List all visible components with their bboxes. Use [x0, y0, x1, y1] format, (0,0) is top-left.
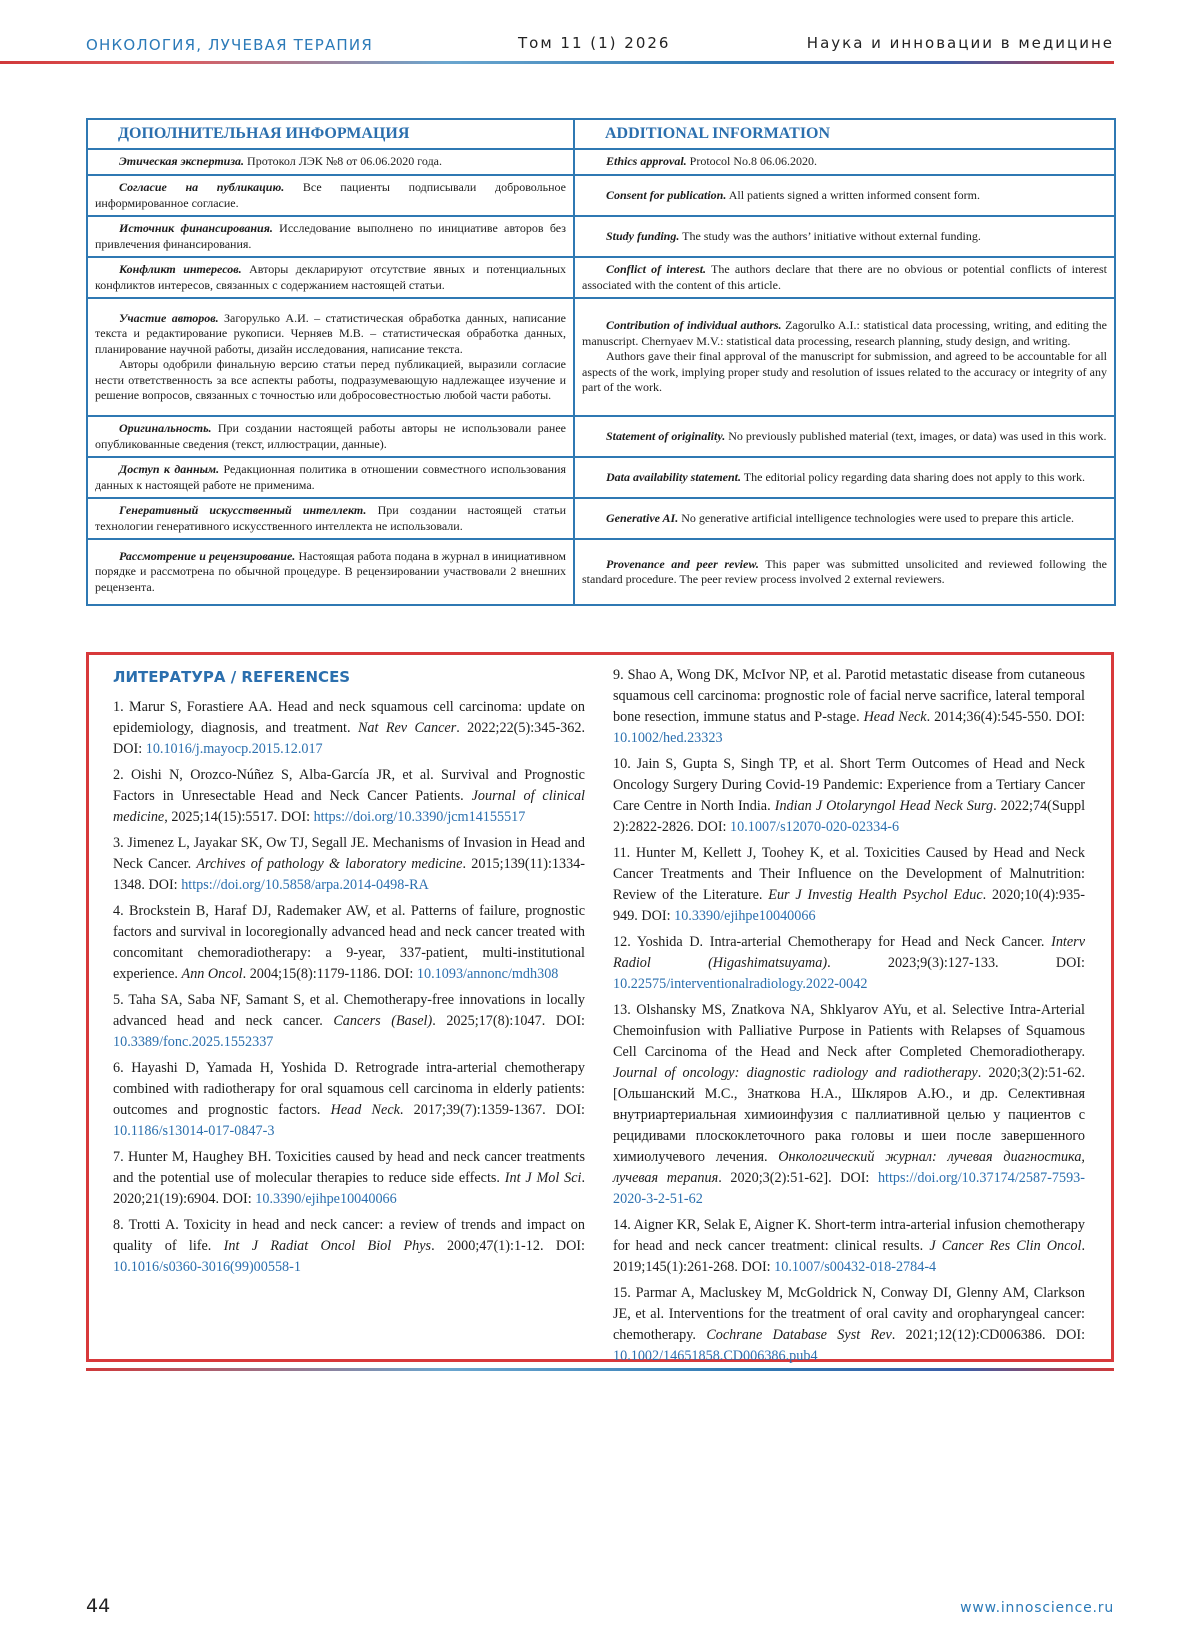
- reference-details: . 2022;22(5):345-362. DOI:: [113, 720, 586, 757]
- ru-label: Конфликт интересов.: [119, 262, 242, 276]
- reference-doi-link[interactable]: 10.3390/ejihpe10040066: [255, 1191, 397, 1207]
- en-text: The authors declare that there are no obvious or potential conflicts of interest associated with the content of this article.: [582, 262, 1107, 292]
- ru-text: Исследование выполнено по инициативе авторов без привлечения финансирования.: [95, 221, 566, 251]
- reference-journal-ru: Онкологический журнал: лучевая диагностика, лучевая терапия: [613, 1149, 1085, 1186]
- reference-item: [113, 901, 585, 985]
- reference-details: . 2023;9(3):127-133. DOI:: [827, 955, 1085, 971]
- reference-authors-title: 7. Hunter M, Haughey BH. Toxicities caused by head and neck cancer treatments and the potential use of molecular therapies to reduce side effects.: [113, 1149, 585, 1186]
- reference-doi-link[interactable]: 10.1186/s13014-017-0847-3: [113, 1123, 275, 1139]
- reference-doi-link[interactable]: https://doi.org/10.37174/2587-7593-2020-3-2-51-62: [613, 1170, 1085, 1207]
- reference-journal: Cochrane Database Syst Rev: [706, 1327, 892, 1343]
- reference-item: [113, 1215, 585, 1278]
- reference-item: [113, 1058, 585, 1142]
- en-text: No previously published material (text, images, or data) was used in this work.: [725, 428, 1107, 443]
- ru-label: Участие авторов.: [119, 310, 219, 325]
- reference-details: . 2020;21(19):6904. DOI:: [113, 1170, 585, 1207]
- reference-item: [613, 1283, 1085, 1367]
- reference-authors-title: 1. Marur S, Forastiere AA. Head and neck squamous cell carcinoma: update on epidemiology, diagnosis, and treatment.: [113, 699, 585, 736]
- reference-doi-link[interactable]: https://doi.org/10.5858/arpa.2014-0498-RA: [181, 877, 429, 893]
- en-cell: [574, 149, 1115, 175]
- reference-item: [613, 932, 1085, 995]
- section-title: ОНКОЛОГИЯ, ЛУЧЕВАЯ ТЕРАПИЯ: [86, 36, 373, 54]
- reference-authors-title: 14. Aigner KR, Selak E, Aigner K. Short-term intra-arterial infusion chemotherapy for head and neck cancer treatment: clinical results.: [613, 1217, 1085, 1254]
- ru-cell: [87, 149, 574, 175]
- ru-label: Доступ к данным.: [119, 462, 220, 476]
- en-cell: [574, 216, 1115, 257]
- reference-item: [613, 665, 1085, 749]
- en-text: The editorial policy regarding data sharing does not apply to this work.: [741, 469, 1086, 484]
- reference-authors-title: 9. Shao A, Wong DK, McIvor NP, et al. Parotid metastatic disease from cutaneous squamous cell carcinoma: prognostic role of facial nerve sacrifice, lateral temporal bone resection, immune status and P-stage.: [613, 667, 1085, 725]
- ru-text: Редакционная политика в отношении совместного использования данных к настоящей работе не применима.: [95, 462, 566, 492]
- reference-journal: J Cancer Res Clin Oncol: [929, 1238, 1082, 1254]
- references-title: ЛИТЕРАТУРА / REFERENCES: [113, 668, 351, 686]
- en-label: Consent for publication.: [606, 187, 727, 202]
- ru-text: При создании настоящей работы авторы не использовали ранее опубликованные сведения (текст, иллюстрации, данные).: [95, 421, 566, 451]
- en-text: Zagorulko A.I.: statistical data processing, writing, and editing the manuscript. Chernyaev M.V.: statistical data processing, research planning, study design, and writing.: [582, 318, 1107, 348]
- ru-text: Протокол ЛЭК №8 от 06.06.2020 года.: [244, 154, 442, 169]
- en-cell: [574, 257, 1115, 298]
- reference-authors-title: 15. Parmar A, Macluskey M, McGoldrick N, Conway DI, Glenny AM, Clarkson JE, et al. Interventions for the treatment of oral cavity and oropharyngeal cancer: chemotherapy.: [613, 1285, 1085, 1343]
- reference-item: [613, 1215, 1085, 1278]
- reference-item: [113, 1147, 585, 1210]
- header-divider: [0, 61, 1114, 64]
- references-column-left: [113, 667, 585, 1283]
- ru-label: Этическая экспертиза.: [119, 154, 245, 169]
- ru-label: Согласие на публикацию.: [119, 180, 285, 194]
- reference-journal: Journal of clinical medicine: [113, 788, 585, 825]
- reference-details: . 2000;47(1):1-12. DOI:: [431, 1238, 585, 1254]
- reference-item: [113, 833, 585, 896]
- en-text: Protocol No.8 06.06.2020.: [686, 154, 818, 169]
- info-row-consent: [87, 175, 1115, 216]
- reference-journal: Int J Mol Sci: [504, 1170, 582, 1186]
- ru-cell: [87, 216, 574, 257]
- en-label: Provenance and peer review.: [606, 556, 759, 571]
- reference-authors-title: 13. Olshansky MS, Znatkova NA, Shklyarov AYu, et al. Selective Intra-Arterial Chemoinfusion with Palliative Purpose in Patients with Relapses of Squamous Cell Carcinoma of the Head and Neck after Completed Chemoradiotherapy.: [613, 1002, 1085, 1060]
- en-cell: [574, 457, 1115, 498]
- reference-details: . 2020;3(2):51-62. [Ольшанский М.С., Знаткова Н.А., Шкляров А.Ю., и др. Селективная внутриартериальная химиоинфузия с паллиативной целью у пациентов с рецидивами плоскоклеточного рака головы и шеи после завершенного химиолучевого лечения.: [613, 1065, 1086, 1165]
- en-text: No generative artificial intelligence technologies were used to prepare this article.: [678, 510, 1075, 525]
- reference-item: [113, 765, 585, 828]
- running-header: [86, 30, 1114, 60]
- reference-details: . 2017;39(7):1359-1367. DOI:: [399, 1102, 586, 1118]
- reference-doi-link[interactable]: 10.1093/annonc/mdh308: [416, 966, 559, 982]
- references-box: [86, 652, 1114, 1362]
- en-cell: [574, 175, 1115, 216]
- ru-cell: [87, 175, 574, 216]
- reference-authors-title: 5. Taha SA, Saba NF, Samant S, et al. Chemotherapy-free innovations in locally advanced head and neck cancer.: [113, 992, 585, 1029]
- info-row-generative-ai: [87, 498, 1115, 539]
- ru-cell: [87, 539, 574, 605]
- reference-journal: Nat Rev Cancer: [357, 720, 457, 736]
- reference-doi-link[interactable]: 10.1016/s0360-3016(99)00558-1: [113, 1259, 301, 1275]
- reference-item: [613, 1000, 1085, 1210]
- reference-journal: Interv Radiol (Higashimatsuyama): [613, 934, 1085, 971]
- reference-doi-link[interactable]: 10.3389/fonc.2025.1552337: [113, 1034, 274, 1050]
- en-cell: [574, 539, 1115, 605]
- reference-details: . 2015;139(11):1334-1348. DOI:: [113, 856, 585, 893]
- info-row-peer-review: [87, 539, 1115, 605]
- reference-details: . 2019;145(1):261-268. DOI:: [613, 1238, 1085, 1275]
- reference-item: [113, 697, 585, 760]
- reference-doi-link[interactable]: 10.1007/s00432-018-2784-4: [774, 1259, 937, 1275]
- en-label: Generative AI.: [606, 510, 679, 525]
- reference-details: . 2020;10(4):935-949. DOI:: [613, 887, 1085, 924]
- ru-text: Авторы декларируют отсутствие явных и потенциальных конфликтов интересов, связанных с содержанием настоящей статьи.: [95, 262, 567, 292]
- ru-cell: [87, 457, 574, 498]
- ru-text: При создании настоящей статьи технологии генеративного искусственного интеллекта не использовали.: [95, 503, 566, 533]
- reference-journal: Eur J Investig Health Psychol Educ: [768, 887, 983, 903]
- reference-details: . 2022;74(Suppl 2):2822-2826. DOI:: [613, 798, 1086, 835]
- reference-details: . 2021;12(12):CD006386. DOI:: [891, 1327, 1086, 1343]
- reference-journal: Int J Radiat Oncol Biol Phys: [223, 1238, 432, 1254]
- reference-details: . 2014;36(4):545-550. DOI:: [926, 709, 1085, 725]
- en-text: The study was the authors’ initiative without external funding.: [679, 228, 981, 243]
- ru-label: Генеративный искусственный интеллект.: [119, 503, 367, 517]
- reference-item: [113, 990, 585, 1053]
- ru-label: Оригинальность.: [119, 421, 212, 435]
- reference-journal: Head Neck: [330, 1102, 400, 1118]
- ru-info-heading: ДОПОЛНИТЕЛЬНАЯ ИНФОРМАЦИЯ: [87, 119, 574, 149]
- info-row-ethics: [87, 149, 1115, 175]
- info-row-funding: [87, 216, 1115, 257]
- reference-journal: Ann Oncol: [181, 966, 243, 982]
- ru-label: Рассмотрение и рецензирование.: [119, 548, 296, 563]
- info-row-contribution: [87, 298, 1115, 416]
- reference-details: . 2004;15(8):1179-1186. DOI:: [242, 966, 417, 982]
- reference-doi-link[interactable]: 10.3390/ejihpe10040066: [674, 908, 816, 924]
- reference-details: . 2025;17(8):1047. DOI:: [432, 1013, 585, 1029]
- reference-journal: Indian J Otolaryngol Head Neck Surg: [774, 798, 994, 814]
- reference-journal: Archives of pathology & laboratory medicine: [196, 856, 463, 872]
- reference-doi-link[interactable]: 10.1007/s12070-020-02334-6: [730, 819, 900, 835]
- journal-title: Наука и инновации в медицине: [806, 34, 1114, 52]
- en-label: Statement of originality.: [606, 428, 726, 443]
- ru-label: Источник финансирования.: [119, 221, 273, 235]
- reference-authors-title: 12. Yoshida D. Intra-arterial Chemotherapy for Head and Neck Cancer.: [613, 934, 1052, 950]
- ru-cell: [87, 298, 574, 416]
- reference-authors-title: 6. Hayashi D, Yamada H, Yoshida D. Retrograde intra-arterial chemotherapy combined with radiotherapy for oral squamous cell carcinoma in elderly patients: outcomes and prognostic factors.: [113, 1060, 585, 1118]
- reference-details: , 2025;14(15):5517. DOI:: [164, 809, 314, 825]
- en-info-heading: ADDITIONAL INFORMATION: [574, 119, 1115, 149]
- reference-doi-link[interactable]: 10.1016/j.mayocp.2015.12.017: [145, 741, 323, 757]
- reference-doi-link[interactable]: 10.1002/hed.23323: [613, 730, 723, 746]
- reference-item: [613, 754, 1085, 838]
- journal-url-link[interactable]: www.innoscience.ru: [960, 1600, 1114, 1616]
- ru-text: Настоящая работа подана в журнал в инициативном порядке и рассмотрена по обычной процедуре. В рецензировании участвовали 2 внешних рецензента.: [95, 548, 566, 594]
- ru-text: Все пациенты подписывали добровольное информированное согласие.: [95, 180, 566, 210]
- reference-authors-title: 4. Brockstein B, Haraf DJ, Rademaker AW, et al. Patterns of failure, prognostic factors and survival in locoregionally advanced head and neck cancer treated with concomitant chemoradiotherapy: a 9-year, 337-patient, multi-institutional experience.: [113, 903, 585, 982]
- reference-authors-title: 8. Trotti A. Toxicity in head and neck cancer: a review of trends and impact on quality of life.: [113, 1217, 585, 1254]
- en-label: Ethics approval.: [606, 154, 687, 169]
- info-row-originality: [87, 416, 1115, 457]
- page-number: 44: [86, 1595, 111, 1617]
- additional-info-table: [86, 118, 1116, 606]
- reference-doi-link[interactable]: 10.1002/14651858.CD006386.pub4: [613, 1348, 818, 1364]
- en-label: Study funding.: [606, 228, 680, 243]
- reference-authors-title: 2. Oishi N, Orozco-Núñez S, Alba-García JR, et al. Survival and Prognostic Factors in Unresectable Head and Neck Cancer Patients.: [113, 767, 585, 804]
- ru-cell: [87, 257, 574, 298]
- reference-authors-title: 3. Jimenez L, Jayakar SK, Ow TJ, Segall JE. Mechanisms of Invasion in Head and Neck Cancer.: [113, 835, 585, 872]
- en-label: Conflict of interest.: [606, 262, 707, 276]
- volume-info: Том 11 (1) 2026: [518, 34, 671, 52]
- en-cell: [574, 298, 1115, 416]
- en-cell: [574, 416, 1115, 457]
- reference-doi-link[interactable]: 10.22575/interventionalradiology.2022-0042: [613, 976, 868, 992]
- ru-text-approval: Авторы одобрили финальную версию статьи перед публикацией, выразили согласие нести ответственность за все аспекты работы, подразумевающую надлежащее изучение и решение вопросов, связанных с точностью или добросовестностью любой части работы.: [95, 357, 566, 402]
- en-label: Data availability statement.: [606, 469, 741, 484]
- info-row-conflict: [87, 257, 1115, 298]
- reference-item: [613, 843, 1085, 927]
- reference-authors-title: 11. Hunter M, Kellett J, Toohey K, et al. Toxicities Caused by Head and Neck Cancer Treatments and Their Influence on the Development of Malnutrition: Review of the Literature.: [613, 845, 1085, 903]
- ru-cell: [87, 498, 574, 539]
- reference-doi-link[interactable]: https://doi.org/10.3390/jcm14155517: [313, 809, 526, 825]
- reference-authors-title: 10. Jain S, Gupta S, Singh TP, et al. Short Term Outcomes of Head and Neck Oncology Surgery During Covid-19 Pandemic: Experience from a Tertiary Cancer Care Centre in North India.: [613, 756, 1085, 814]
- en-cell: [574, 498, 1115, 539]
- references-divider: [86, 1368, 1114, 1371]
- ru-cell: [87, 416, 574, 457]
- en-text: All patients signed a written informed consent form.: [726, 187, 980, 202]
- reference-journal: Journal of oncology: diagnostic radiology and radiotherapy: [613, 1065, 978, 1081]
- en-label: Contribution of individual authors.: [606, 318, 782, 333]
- reference-details-ru: . 2020;3(2):51-62]. DOI:: [718, 1170, 878, 1186]
- reference-journal: Cancers (Basel): [333, 1013, 433, 1029]
- ru-text: Загорулько А.И. – статистическая обработка данных, написание текста и редактирование рукописи. Черняев М.В. – статистическая обработка данных, планирование научной работы, дизайн исследования, написание текста.: [95, 310, 566, 356]
- reference-journal: Head Neck: [863, 709, 927, 725]
- en-text: This paper was submitted unsolicited and reviewed following the standard procedure. The peer review process involved 2 external reviewers.: [582, 556, 1107, 586]
- en-text-approval: Authors gave their final approval of the manuscript for submission, and agreed to be accountable for all aspects of the work, implying proper study and resolution of issues related to the accuracy or integrity of any part of the work.: [582, 349, 1107, 395]
- references-column-right: [613, 665, 1085, 1372]
- info-row-data-access: [87, 457, 1115, 498]
